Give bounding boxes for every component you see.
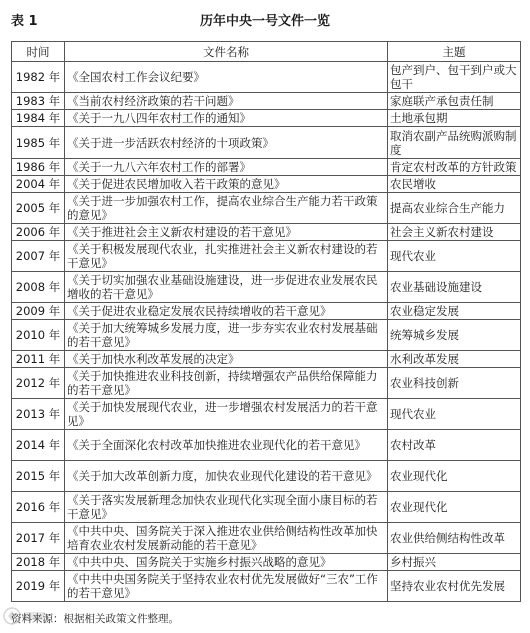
table-row xyxy=(12,303,521,320)
row-year: 2016 年 xyxy=(12,492,65,523)
row-document: 《关于进一步加强农村工作，提高农业综合生产能力若干政策的意见》 xyxy=(65,193,388,224)
row-year: 1982 年 xyxy=(12,62,65,93)
row-theme: 农业基础设施建设 xyxy=(388,272,521,303)
table-row xyxy=(12,571,521,602)
row-theme: 家庭联产承包责任制 xyxy=(388,93,521,110)
table-caption xyxy=(0,0,530,36)
header-time: 时间 xyxy=(12,42,65,62)
row-theme: 土地承包期 xyxy=(388,110,521,127)
row-theme: 取消农副产品统购派购制度 xyxy=(388,127,521,159)
row-document: 《关于加快发展现代农业，进一步增强农村发展活力的若干意见》 xyxy=(65,399,388,430)
row-document: 《关于推进社会主义新农村建设的若干意见》 xyxy=(65,224,388,241)
row-theme: 农业科技创新 xyxy=(388,368,521,399)
table-title: 历年中央一号文件一览 xyxy=(199,14,330,29)
row-theme: 提高农业综合生产能力 xyxy=(388,193,521,224)
row-document: 《关于落实发展新理念加快农业现代化实现全面小康目标的若干意见》 xyxy=(65,492,388,523)
row-document: 《关于全面深化农村改革加快推进农业现代化的若干意见》 xyxy=(65,430,388,461)
row-theme: 社会主义新农村建设 xyxy=(388,224,521,241)
row-year: 2014 年 xyxy=(12,430,65,461)
row-document: 《当前农村经济政策的若干问题》 xyxy=(65,93,388,110)
row-theme: 乡村振兴 xyxy=(388,554,521,571)
table-row xyxy=(12,62,521,93)
table-row xyxy=(12,272,521,303)
row-theme: 现代农业 xyxy=(388,241,521,272)
row-year: 2008 年 xyxy=(12,272,65,303)
header-document-name: 文件名称 xyxy=(65,42,388,62)
table-row xyxy=(12,430,521,461)
row-document: 《关于促进农民增加收入若干政策的意见》 xyxy=(65,176,388,193)
row-year: 2005 年 xyxy=(12,193,65,224)
table-row xyxy=(12,523,521,554)
row-year: 2019 年 xyxy=(12,571,65,602)
central-document-table xyxy=(11,41,521,602)
table-row xyxy=(12,224,521,241)
row-document: 《关于一九八六年农村工作的部署》 xyxy=(65,159,388,176)
row-year: 1985 年 xyxy=(12,127,65,159)
row-year: 2007 年 xyxy=(12,241,65,272)
row-year: 2009 年 xyxy=(12,303,65,320)
row-year: 2017 年 xyxy=(12,523,65,554)
row-year: 2006 年 xyxy=(12,224,65,241)
row-document: 《中共中央、国务院关于深入推进农业供给侧结构性改革加快培育农业农村发展新动能的若干意见》 xyxy=(65,523,388,554)
table-row xyxy=(12,127,521,159)
table-number-label: 表 1 xyxy=(11,14,38,29)
row-document: 《关于加快水利改革发展的决定》 xyxy=(65,351,388,368)
table-row xyxy=(12,368,521,399)
table-row xyxy=(12,193,521,224)
row-document: 《关于一九八四年农村工作的通知》 xyxy=(65,110,388,127)
row-theme: 农民增收 xyxy=(388,176,521,193)
row-theme: 农业现代化 xyxy=(388,461,521,492)
row-theme: 肯定农村改革的方针政策 xyxy=(388,159,521,176)
table-row xyxy=(12,461,521,492)
row-year: 2015 年 xyxy=(12,461,65,492)
row-year: 2012 年 xyxy=(12,368,65,399)
row-year: 1986 年 xyxy=(12,159,65,176)
table-row xyxy=(12,399,521,430)
row-document: 《中共中央国务院关于坚持农业农村优先发展做好“三农”工作的若干意见》 xyxy=(65,571,388,602)
table-header-row xyxy=(12,42,521,62)
table-row xyxy=(12,351,521,368)
row-document: 《关于积极发展现代农业，扎实推进社会主义新农村建设的若干意见》 xyxy=(65,241,388,272)
row-theme: 农业稳定发展 xyxy=(388,303,521,320)
header-theme: 主题 xyxy=(388,42,521,62)
row-document: 《关于切实加强农业基础设施建设，进一步促进农业发展农民增收的若干意见》 xyxy=(65,272,388,303)
row-document: 《中共中央、国务院关于实施乡村振兴战略的意见》 xyxy=(65,554,388,571)
table-row xyxy=(12,320,521,351)
source-note: 资料来源：根据相关政策文件整理。 xyxy=(11,613,179,625)
row-theme: 包产到户、包干到户或大包干 xyxy=(388,62,521,93)
row-document: 《关于加大改革创新力度，加快农业现代化建设的若干意见》 xyxy=(65,461,388,492)
row-year: 2011 年 xyxy=(12,351,65,368)
row-year: 2010 年 xyxy=(12,320,65,351)
table-row xyxy=(12,554,521,571)
row-document: 《关于加快推进农业科技创新，持续增强农产品供给保障能力的若干意见》 xyxy=(65,368,388,399)
row-document: 《关于促进农业稳定发展农民持续增收的若干意见》 xyxy=(65,303,388,320)
row-document: 《关于加大统筹城乡发展力度，进一步夯实农业农村发展基础的若干意见》 xyxy=(65,320,388,351)
row-document: 《全国农村工作会议纪要》 xyxy=(65,62,388,93)
row-theme: 坚持农业农村优先发展 xyxy=(388,571,521,602)
row-year: 2013 年 xyxy=(12,399,65,430)
row-theme: 统筹城乡发展 xyxy=(388,320,521,351)
table-row xyxy=(12,93,521,110)
row-theme: 水利改革发展 xyxy=(388,351,521,368)
table-row xyxy=(12,241,521,272)
table-row xyxy=(12,176,521,193)
row-year: 2018 年 xyxy=(12,554,65,571)
table-row xyxy=(12,159,521,176)
row-theme: 农业现代化 xyxy=(388,492,521,523)
row-year: 1984 年 xyxy=(12,110,65,127)
row-theme: 农村改革 xyxy=(388,430,521,461)
row-year: 1983 年 xyxy=(12,93,65,110)
row-year: 2004 年 xyxy=(12,176,65,193)
row-theme: 农业供给侧结构性改革 xyxy=(388,523,521,554)
table-row xyxy=(12,110,521,127)
row-theme: 现代农业 xyxy=(388,399,521,430)
row-document: 《关于进一步活跃农村经济的十项政策》 xyxy=(65,127,388,159)
table-row xyxy=(12,492,521,523)
